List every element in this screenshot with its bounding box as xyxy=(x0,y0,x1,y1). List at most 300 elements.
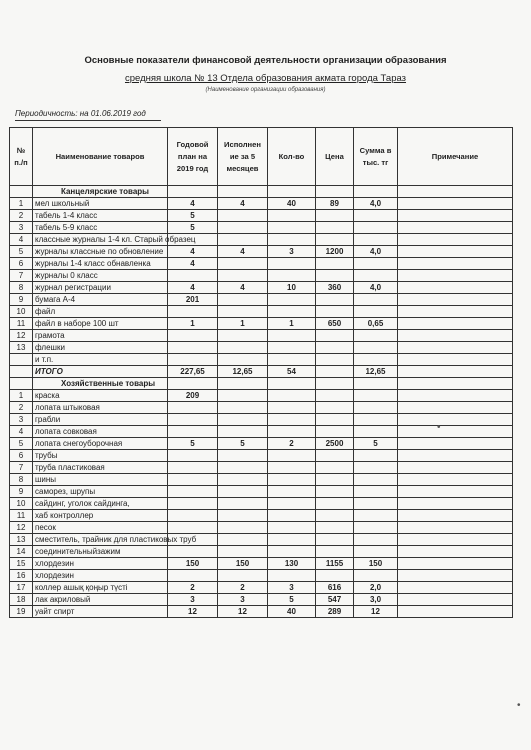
row-number: 6 xyxy=(10,450,33,462)
col-header-price: Цена xyxy=(316,128,354,186)
item-name: журналы 1-4 класс обнавленка xyxy=(33,258,168,270)
table-row xyxy=(10,486,513,498)
item-qty xyxy=(268,462,316,474)
item-plan xyxy=(168,414,218,426)
item-name: сайдинг, уголок сайдинга, xyxy=(33,498,168,510)
row-number: 11 xyxy=(10,318,33,330)
scan-mark: • xyxy=(437,422,441,433)
item-exec xyxy=(218,510,268,522)
item-qty xyxy=(268,342,316,354)
row-number: 3 xyxy=(10,222,33,234)
section-empty-cell xyxy=(218,378,268,390)
item-price xyxy=(316,450,354,462)
section-empty-cell xyxy=(168,378,218,390)
item-price xyxy=(316,522,354,534)
table-row xyxy=(10,330,513,342)
row-number: 2 xyxy=(10,402,33,414)
col-header-exec: Исполнен ие за 5 месяцев xyxy=(218,128,268,186)
item-exec xyxy=(218,342,268,354)
item-price xyxy=(316,546,354,558)
item-note xyxy=(398,534,513,546)
item-exec xyxy=(218,426,268,438)
item-note xyxy=(398,210,513,222)
item-sum xyxy=(354,210,398,222)
item-exec xyxy=(218,354,268,366)
item-qty: 1 xyxy=(268,318,316,330)
item-plan: 4 xyxy=(168,282,218,294)
item-price xyxy=(316,210,354,222)
item-sum xyxy=(354,474,398,486)
table-row xyxy=(10,546,513,558)
item-exec xyxy=(218,522,268,534)
item-qty xyxy=(268,534,316,546)
item-price xyxy=(316,414,354,426)
total-plan: 227,65 xyxy=(168,366,218,378)
row-number: 5 xyxy=(10,438,33,450)
section-row xyxy=(10,186,513,198)
item-sum xyxy=(354,498,398,510)
item-name: классные журналы 1-4 кл. Старый образец xyxy=(33,234,168,246)
item-exec xyxy=(218,258,268,270)
item-name: саморез, шрупы xyxy=(33,486,168,498)
item-sum xyxy=(354,258,398,270)
item-exec xyxy=(218,270,268,282)
item-price xyxy=(316,306,354,318)
item-price: 547 xyxy=(316,594,354,606)
item-plan xyxy=(168,450,218,462)
item-exec xyxy=(218,570,268,582)
section-empty-cell xyxy=(268,378,316,390)
item-exec xyxy=(218,402,268,414)
table-row xyxy=(10,294,513,306)
item-name: трубы xyxy=(33,450,168,462)
item-plan xyxy=(168,330,218,342)
item-qty xyxy=(268,258,316,270)
item-plan xyxy=(168,546,218,558)
item-plan: 1 xyxy=(168,318,218,330)
item-qty xyxy=(268,546,316,558)
item-qty xyxy=(268,330,316,342)
item-note xyxy=(398,450,513,462)
organization-name xyxy=(0,73,531,84)
item-name: лак акриловый xyxy=(33,594,168,606)
section-empty-cell xyxy=(316,186,354,198)
total-qty: 54 xyxy=(268,366,316,378)
item-plan xyxy=(168,270,218,282)
item-price: 2500 xyxy=(316,438,354,450)
item-note xyxy=(398,258,513,270)
item-price xyxy=(316,426,354,438)
item-note xyxy=(398,330,513,342)
item-price xyxy=(316,258,354,270)
total-num-cell xyxy=(10,366,33,378)
item-qty xyxy=(268,354,316,366)
row-number: 12 xyxy=(10,522,33,534)
item-exec: 150 xyxy=(218,558,268,570)
item-note xyxy=(398,510,513,522)
item-plan: 2 xyxy=(168,582,218,594)
item-qty xyxy=(268,426,316,438)
item-note xyxy=(398,282,513,294)
item-price xyxy=(316,354,354,366)
item-name: журналы классные по обновление xyxy=(33,246,168,258)
item-name: уайт спирт xyxy=(33,606,168,618)
table-row xyxy=(10,282,513,294)
item-note xyxy=(398,414,513,426)
table-row xyxy=(10,342,513,354)
item-note xyxy=(398,294,513,306)
row-number: 16 xyxy=(10,570,33,582)
item-name: хлордезин xyxy=(33,570,168,582)
col-header-qty: Кол-во xyxy=(268,128,316,186)
item-exec: 4 xyxy=(218,198,268,210)
row-number: 4 xyxy=(10,234,33,246)
item-plan xyxy=(168,486,218,498)
table-row xyxy=(10,558,513,570)
item-price: 360 xyxy=(316,282,354,294)
item-plan: 12 xyxy=(168,606,218,618)
table-row xyxy=(10,258,513,270)
item-exec xyxy=(218,330,268,342)
row-number: 7 xyxy=(10,270,33,282)
item-exec xyxy=(218,462,268,474)
item-note xyxy=(398,402,513,414)
item-price xyxy=(316,486,354,498)
row-number: 9 xyxy=(10,486,33,498)
item-exec xyxy=(218,450,268,462)
section-title: Хозяйственные товары xyxy=(33,378,168,390)
scan-mark: • xyxy=(517,700,521,711)
item-qty xyxy=(268,570,316,582)
item-price xyxy=(316,498,354,510)
item-sum xyxy=(354,462,398,474)
item-price: 289 xyxy=(316,606,354,618)
row-number: 7 xyxy=(10,462,33,474)
item-name: грабли xyxy=(33,414,168,426)
item-price xyxy=(316,330,354,342)
table-row xyxy=(10,450,513,462)
table-row xyxy=(10,498,513,510)
item-note xyxy=(398,498,513,510)
col-header-plan: Годовой план на 2019 год xyxy=(168,128,218,186)
total-label: ИТОГО xyxy=(33,366,168,378)
item-note xyxy=(398,318,513,330)
total-exec: 12,65 xyxy=(218,366,268,378)
table-row xyxy=(10,318,513,330)
row-number: 9 xyxy=(10,294,33,306)
item-plan xyxy=(168,426,218,438)
row-number: 19 xyxy=(10,606,33,618)
item-note xyxy=(398,222,513,234)
item-sum: 150 xyxy=(354,558,398,570)
item-sum: 12 xyxy=(354,606,398,618)
table-row xyxy=(10,594,513,606)
table-row xyxy=(10,210,513,222)
item-sum xyxy=(354,234,398,246)
item-note xyxy=(398,570,513,582)
item-qty xyxy=(268,522,316,534)
item-qty xyxy=(268,222,316,234)
item-sum xyxy=(354,402,398,414)
item-qty: 5 xyxy=(268,594,316,606)
item-name: шины xyxy=(33,474,168,486)
item-name: хаб контроллер xyxy=(33,510,168,522)
item-qty xyxy=(268,450,316,462)
item-note xyxy=(398,546,513,558)
item-exec xyxy=(218,222,268,234)
item-price xyxy=(316,402,354,414)
item-name: краска xyxy=(33,390,168,402)
table-row xyxy=(10,522,513,534)
item-note xyxy=(398,246,513,258)
item-name: грамота xyxy=(33,330,168,342)
item-qty: 130 xyxy=(268,558,316,570)
table-row xyxy=(10,402,513,414)
row-number: 18 xyxy=(10,594,33,606)
item-exec: 3 xyxy=(218,594,268,606)
item-sum xyxy=(354,522,398,534)
item-note xyxy=(398,582,513,594)
row-number: 17 xyxy=(10,582,33,594)
item-name: журналы 0 класс xyxy=(33,270,168,282)
total-price xyxy=(316,366,354,378)
item-name: лопата совковая xyxy=(33,426,168,438)
row-number: 3 xyxy=(10,414,33,426)
document-title: Основные показатели финансовой деятельности организации образования xyxy=(84,55,447,66)
item-note xyxy=(398,594,513,606)
table-row xyxy=(10,270,513,282)
item-qty: 10 xyxy=(268,282,316,294)
total-row xyxy=(10,366,513,378)
row-number: 14 xyxy=(10,546,33,558)
item-note xyxy=(398,198,513,210)
table-row xyxy=(10,354,513,366)
item-exec xyxy=(218,306,268,318)
table-row xyxy=(10,222,513,234)
item-price: 650 xyxy=(316,318,354,330)
item-price xyxy=(316,474,354,486)
item-sum: 4,0 xyxy=(354,246,398,258)
item-name: лопата штыковая xyxy=(33,402,168,414)
item-sum xyxy=(354,330,398,342)
section-empty-cell xyxy=(168,186,218,198)
table-row xyxy=(10,474,513,486)
row-number: 8 xyxy=(10,282,33,294)
item-name: лопата снегоуборочная xyxy=(33,438,168,450)
item-qty xyxy=(268,390,316,402)
item-exec xyxy=(218,390,268,402)
section-empty-cell xyxy=(316,378,354,390)
item-note xyxy=(398,234,513,246)
item-plan xyxy=(168,306,218,318)
col-header-name: Наименование товаров xyxy=(33,128,168,186)
table-row xyxy=(10,462,513,474)
section-empty-cell xyxy=(354,378,398,390)
table-row xyxy=(10,582,513,594)
row-number: 12 xyxy=(10,330,33,342)
item-plan: 5 xyxy=(168,222,218,234)
section-num-cell xyxy=(10,186,33,198)
item-plan xyxy=(168,522,218,534)
item-note xyxy=(398,486,513,498)
item-plan xyxy=(168,510,218,522)
item-plan: 5 xyxy=(168,438,218,450)
item-plan: 5 xyxy=(168,210,218,222)
item-sum xyxy=(354,534,398,546)
col-header-note: Примечание xyxy=(398,128,513,186)
item-note xyxy=(398,270,513,282)
item-plan xyxy=(168,342,218,354)
item-plan: 4 xyxy=(168,198,218,210)
total-note xyxy=(398,366,513,378)
item-name: файл в наборе 100 шт xyxy=(33,318,168,330)
item-price: 89 xyxy=(316,198,354,210)
item-name: и т.п. xyxy=(33,354,168,366)
row-number xyxy=(10,354,33,366)
row-number: 13 xyxy=(10,342,33,354)
table-row xyxy=(10,234,513,246)
item-sum: 0,65 xyxy=(354,318,398,330)
item-plan: 4 xyxy=(168,246,218,258)
item-name: песок xyxy=(33,522,168,534)
row-number: 1 xyxy=(10,390,33,402)
item-plan: 3 xyxy=(168,594,218,606)
item-qty xyxy=(268,270,316,282)
section-title: Канцелярские товары xyxy=(33,186,168,198)
item-price xyxy=(316,294,354,306)
item-exec xyxy=(218,234,268,246)
item-note xyxy=(398,438,513,450)
item-plan xyxy=(168,474,218,486)
item-sum xyxy=(354,270,398,282)
item-name: коллер ашық қоңыр түсті xyxy=(33,582,168,594)
section-empty-cell xyxy=(398,378,513,390)
item-sum xyxy=(354,414,398,426)
col-header-num: № п./п xyxy=(10,128,33,186)
item-exec xyxy=(218,486,268,498)
table-row xyxy=(10,390,513,402)
item-exec: 12 xyxy=(218,606,268,618)
item-qty xyxy=(268,474,316,486)
table-row xyxy=(10,438,513,450)
table-row xyxy=(10,246,513,258)
item-qty xyxy=(268,498,316,510)
goods-table xyxy=(9,127,513,618)
item-exec: 1 xyxy=(218,318,268,330)
item-exec: 4 xyxy=(218,282,268,294)
item-plan xyxy=(168,462,218,474)
item-price xyxy=(316,390,354,402)
item-qty xyxy=(268,294,316,306)
item-qty xyxy=(268,210,316,222)
item-exec: 4 xyxy=(218,246,268,258)
organization-subnote: (Наименование организации образования) xyxy=(205,87,326,93)
row-number: 15 xyxy=(10,558,33,570)
item-qty: 2 xyxy=(268,438,316,450)
item-plan: 4 xyxy=(168,258,218,270)
item-plan: 201 xyxy=(168,294,218,306)
item-name: хлордезин xyxy=(33,558,168,570)
item-name: соединительныйзажим xyxy=(33,546,168,558)
item-name: бумага А-4 xyxy=(33,294,168,306)
item-note xyxy=(398,558,513,570)
item-sum xyxy=(354,390,398,402)
table-header-row xyxy=(10,128,513,186)
section-empty-cell xyxy=(218,186,268,198)
item-note xyxy=(398,474,513,486)
table-row xyxy=(10,534,513,546)
item-sum xyxy=(354,306,398,318)
item-name: файл xyxy=(33,306,168,318)
item-exec xyxy=(218,546,268,558)
item-sum xyxy=(354,222,398,234)
col-header-sum: Сумма в тыс. тг xyxy=(354,128,398,186)
section-num-cell xyxy=(10,378,33,390)
item-price xyxy=(316,510,354,522)
item-exec xyxy=(218,474,268,486)
item-qty xyxy=(268,486,316,498)
item-plan xyxy=(168,354,218,366)
row-number: 2 xyxy=(10,210,33,222)
item-qty: 40 xyxy=(268,198,316,210)
item-qty: 3 xyxy=(268,582,316,594)
item-sum xyxy=(354,486,398,498)
item-price xyxy=(316,270,354,282)
item-qty xyxy=(268,402,316,414)
section-row xyxy=(10,378,513,390)
row-number: 6 xyxy=(10,258,33,270)
item-note xyxy=(398,606,513,618)
item-sum: 3,0 xyxy=(354,594,398,606)
item-price xyxy=(316,222,354,234)
item-price xyxy=(316,570,354,582)
item-price: 1200 xyxy=(316,246,354,258)
item-sum xyxy=(354,450,398,462)
item-qty: 40 xyxy=(268,606,316,618)
section-empty-cell xyxy=(354,186,398,198)
row-number: 11 xyxy=(10,510,33,522)
row-number: 4 xyxy=(10,426,33,438)
item-note xyxy=(398,462,513,474)
table-body xyxy=(10,186,513,618)
row-number: 13 xyxy=(10,534,33,546)
item-note xyxy=(398,522,513,534)
item-sum xyxy=(354,570,398,582)
item-exec: 2 xyxy=(218,582,268,594)
table-row xyxy=(10,510,513,522)
item-exec xyxy=(218,210,268,222)
item-price xyxy=(316,234,354,246)
item-exec: 5 xyxy=(218,438,268,450)
item-note xyxy=(398,306,513,318)
item-plan xyxy=(168,570,218,582)
item-qty: 3 xyxy=(268,246,316,258)
item-name: табель 5-9 класс xyxy=(33,222,168,234)
item-plan: 209 xyxy=(168,390,218,402)
item-exec xyxy=(218,294,268,306)
row-number: 5 xyxy=(10,246,33,258)
item-price: 616 xyxy=(316,582,354,594)
item-sum xyxy=(354,354,398,366)
total-sum: 12,65 xyxy=(354,366,398,378)
item-exec xyxy=(218,414,268,426)
table-row xyxy=(10,198,513,210)
table-row xyxy=(10,306,513,318)
item-exec xyxy=(218,534,268,546)
item-qty xyxy=(268,306,316,318)
periodicity-underline xyxy=(15,120,161,121)
item-note xyxy=(398,354,513,366)
